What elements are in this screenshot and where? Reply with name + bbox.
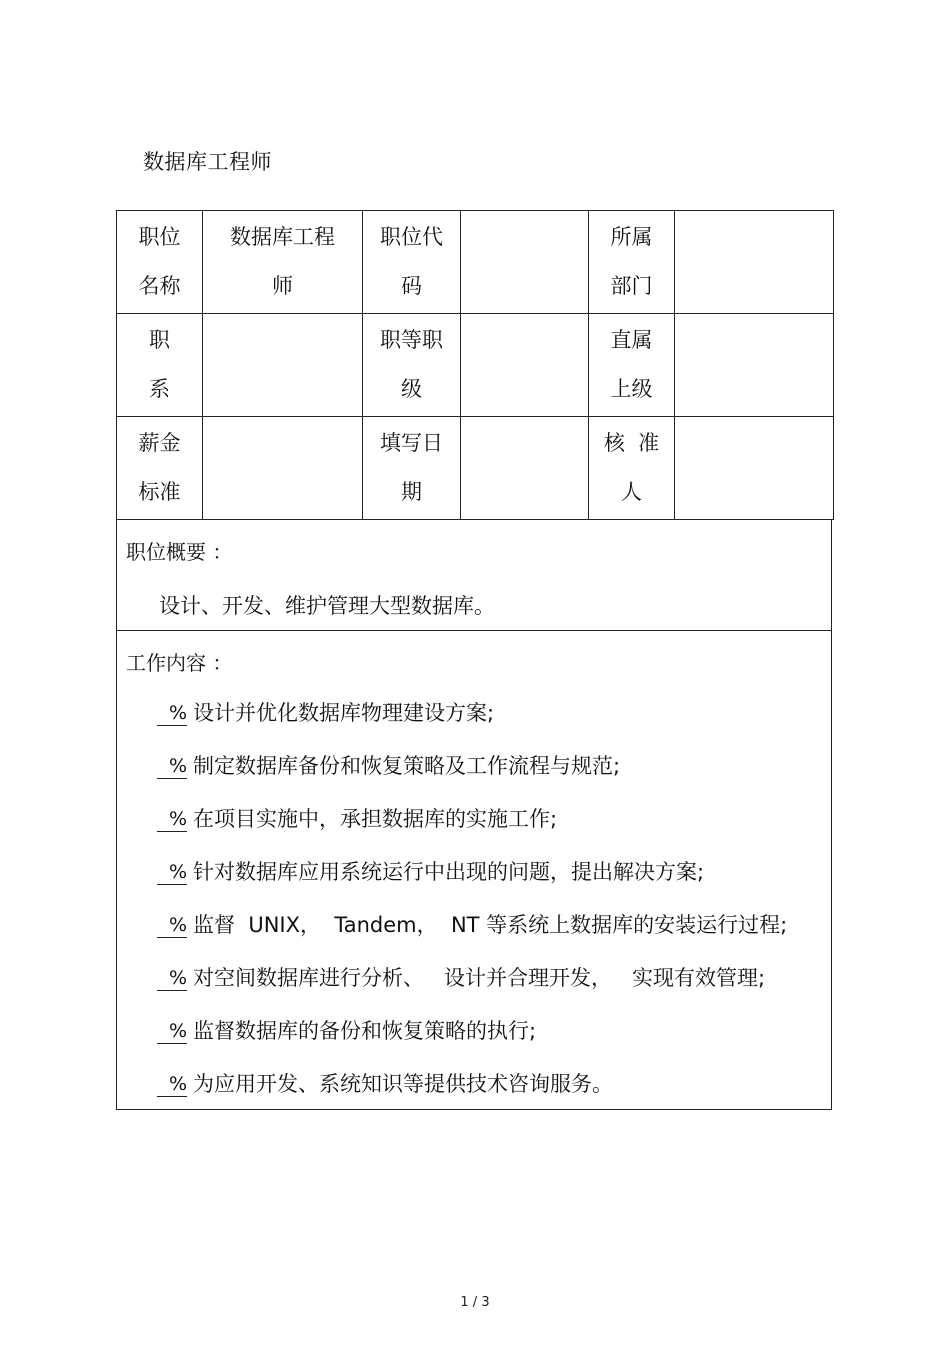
value-line: 师 <box>272 274 293 298</box>
duty-list <box>157 697 787 1121</box>
percent-bullet: % <box>157 754 187 779</box>
table-row <box>117 211 834 314</box>
duty-text: 制定数据库备份和恢复策略及工作流程与规范; <box>193 754 621 778</box>
work-content-section <box>116 630 832 1110</box>
label-line: 职位代 <box>380 225 443 249</box>
position-name-value <box>203 211 363 314</box>
label-line: 所属 <box>610 225 653 249</box>
list-item <box>157 1068 787 1121</box>
percent-bullet: % <box>157 1072 187 1097</box>
duty-text: 针对数据库应用系统运行中出现的问题，提出解决方案; <box>193 860 705 884</box>
salary-label <box>117 417 203 520</box>
list-item <box>157 909 787 962</box>
percent-bullet: % <box>157 860 187 885</box>
label-line: 名称 <box>138 274 181 298</box>
salary-value <box>203 417 363 520</box>
label-line: 标准 <box>138 480 181 504</box>
duty-text: 监督 UNIX， Tandem， NT 等系统上数据库的安装运行过程; <box>193 913 788 937</box>
job-family-value <box>203 314 363 417</box>
position-code-label <box>363 211 461 314</box>
table-row <box>117 314 834 417</box>
supervisor-value <box>675 314 834 417</box>
summary-text: 设计、开发、维护管理大型数据库。 <box>159 594 495 618</box>
label-line: 薪金 <box>138 431 181 455</box>
duty-text: 在项目实施中，承担数据库的实施工作; <box>193 807 558 831</box>
position-name-label <box>117 211 203 314</box>
value-line: 数据库工程 <box>230 225 335 249</box>
duty-text: 为应用开发、系统知识等提供技术咨询服务。 <box>193 1072 613 1096</box>
label-line: 码 <box>401 274 422 298</box>
percent-bullet: % <box>157 966 187 991</box>
label-line: 职等职 <box>380 328 443 352</box>
label-line: 填写日 <box>380 431 443 455</box>
table-row <box>117 417 834 520</box>
label-line: 部门 <box>610 274 653 298</box>
department-value <box>675 211 834 314</box>
percent-bullet: % <box>157 701 187 726</box>
label-line: 人 <box>621 480 642 504</box>
position-code-value <box>461 211 589 314</box>
list-item <box>157 697 787 750</box>
list-item <box>157 750 787 803</box>
list-item <box>157 856 787 909</box>
grade-value <box>461 314 589 417</box>
fill-date-label <box>363 417 461 520</box>
list-item <box>157 803 787 856</box>
label-line: 直属 <box>610 328 653 352</box>
work-content-label: 工作内容 ： <box>126 651 233 675</box>
label-line: 职 <box>149 328 170 352</box>
supervisor-label <box>589 314 675 417</box>
duty-text: 对空间数据库进行分析、 设计并合理开发， 实现有效管理; <box>193 966 766 990</box>
fill-date-value <box>461 417 589 520</box>
approver-value <box>675 417 834 520</box>
label-line: 级 <box>401 377 422 401</box>
job-family-label <box>117 314 203 417</box>
label-line: 上级 <box>610 377 653 401</box>
document-title: 数据库工程师 <box>143 150 272 174</box>
label-line: 期 <box>401 480 422 504</box>
duty-text: 监督数据库的备份和恢复策略的执行; <box>193 1019 537 1043</box>
summary-label: 职位概要 ： <box>126 540 233 564</box>
label-line: 职位 <box>138 225 181 249</box>
percent-bullet: % <box>157 1019 187 1044</box>
approver-label <box>589 417 675 520</box>
summary-section <box>116 520 832 631</box>
position-info-table <box>116 210 834 520</box>
department-label <box>589 211 675 314</box>
list-item <box>157 1015 787 1068</box>
label-line: 核 准 <box>603 431 660 455</box>
page-number: 1 / 3 <box>460 1295 490 1310</box>
percent-bullet: % <box>157 913 187 938</box>
duty-text: 设计并优化数据库物理建设方案; <box>193 701 495 725</box>
label-line: 系 <box>149 377 170 401</box>
grade-label <box>363 314 461 417</box>
percent-bullet: % <box>157 807 187 832</box>
list-item <box>157 962 787 1015</box>
